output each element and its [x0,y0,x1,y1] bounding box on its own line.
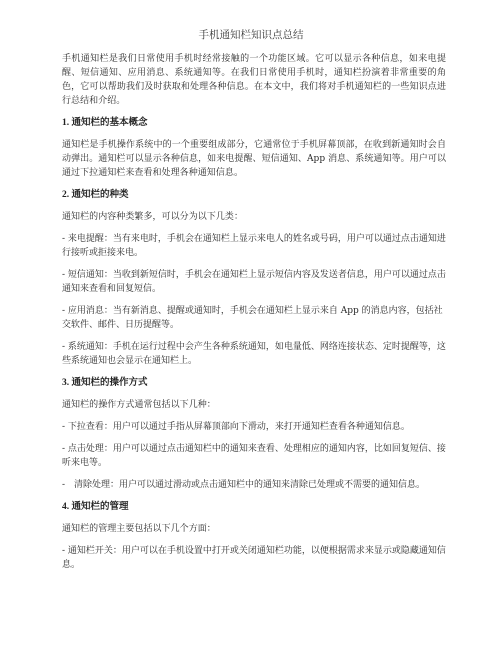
list-item: - 通知栏开关：用户可以在手机设置中打开或关闭通知栏功能，以便根据需求来显示或隐藏通知信息。 [62,546,446,570]
list-item: - 短信通知：当收到新短信时，手机会在通知栏上显示短信内容及发送者信息，用户可以通过点击通知来查看和回复短信。 [62,270,446,294]
intro-paragraph: 手机通知栏是我们日常使用手机时经常接触的一个功能区域。它可以显示各种信息，如来电提醒、短信通知、应用消息、系统通知等。在我们日常使用手机时，通知栏扮演着非常重要的角色，它可以帮助我们及时获取和处理各种信息。在本文中，我们将对手机通知栏的一些知识点进行总结和介绍。 [62,54,446,106]
section-2-intro: 通知栏的内容种类繁多，可以分为以下几类： [62,212,244,222]
list-item: - 清除处理：用户可以通过滑动或点击通知栏中的通知来清除已处理或不需要的通知信息。 [62,480,426,490]
document-body [62,52,446,580]
section-heading-1: 1. 通知栏的基本概念 [62,118,148,128]
section-3-intro: 通知栏的操作方式通常包括以下几种： [62,400,216,410]
section-1-paragraph: 通知栏是手机操作系统中的一个重要组成部分，它通常位于手机屏幕顶部，在收到新通知时会自动弹出。通知栏可以显示各种信息，如来电提醒、短信通知、App 消息、系统通知等。用户可以通过下拉通知栏来查看和处理各种通知信息。 [62,140,446,178]
section-heading-4: 4. 通知栏的管理 [62,502,129,512]
list-item: - 应用消息：当有新消息、提醒或通知时，手机会在通知栏上显示来自 App 的消息内容，包括社交软件、邮件、日历提醒等。 [62,306,443,330]
list-item: - 系统通知：手机在运行过程中会产生各种系统通知，如电量低、网络连接状态、定时提醒等，这些系统通知也会显示在通知栏上。 [62,342,446,366]
list-item: - 点击处理：用户可以通过点击通知栏中的通知来查看、处理相应的通知内容，比如回复短信、接听来电等。 [62,444,446,468]
section-4-intro: 通知栏的管理主要包括以下几个方面： [62,524,216,534]
document-title: 手机通知栏知识点总结 [198,29,304,41]
section-heading-3: 3. 通知栏的操作方式 [62,378,148,388]
section-heading-2: 2. 通知栏的种类 [62,190,129,200]
list-item: - 下拉查看：用户可以通过手指从屏幕顶部向下滑动，来打开通知栏查看各种通知信息。 [62,422,410,432]
list-item: - 来电提醒：当有来电时，手机会在通知栏上显示来电人的姓名或号码，用户可以通过点击通知进行接听或拒接来电。 [62,234,446,258]
